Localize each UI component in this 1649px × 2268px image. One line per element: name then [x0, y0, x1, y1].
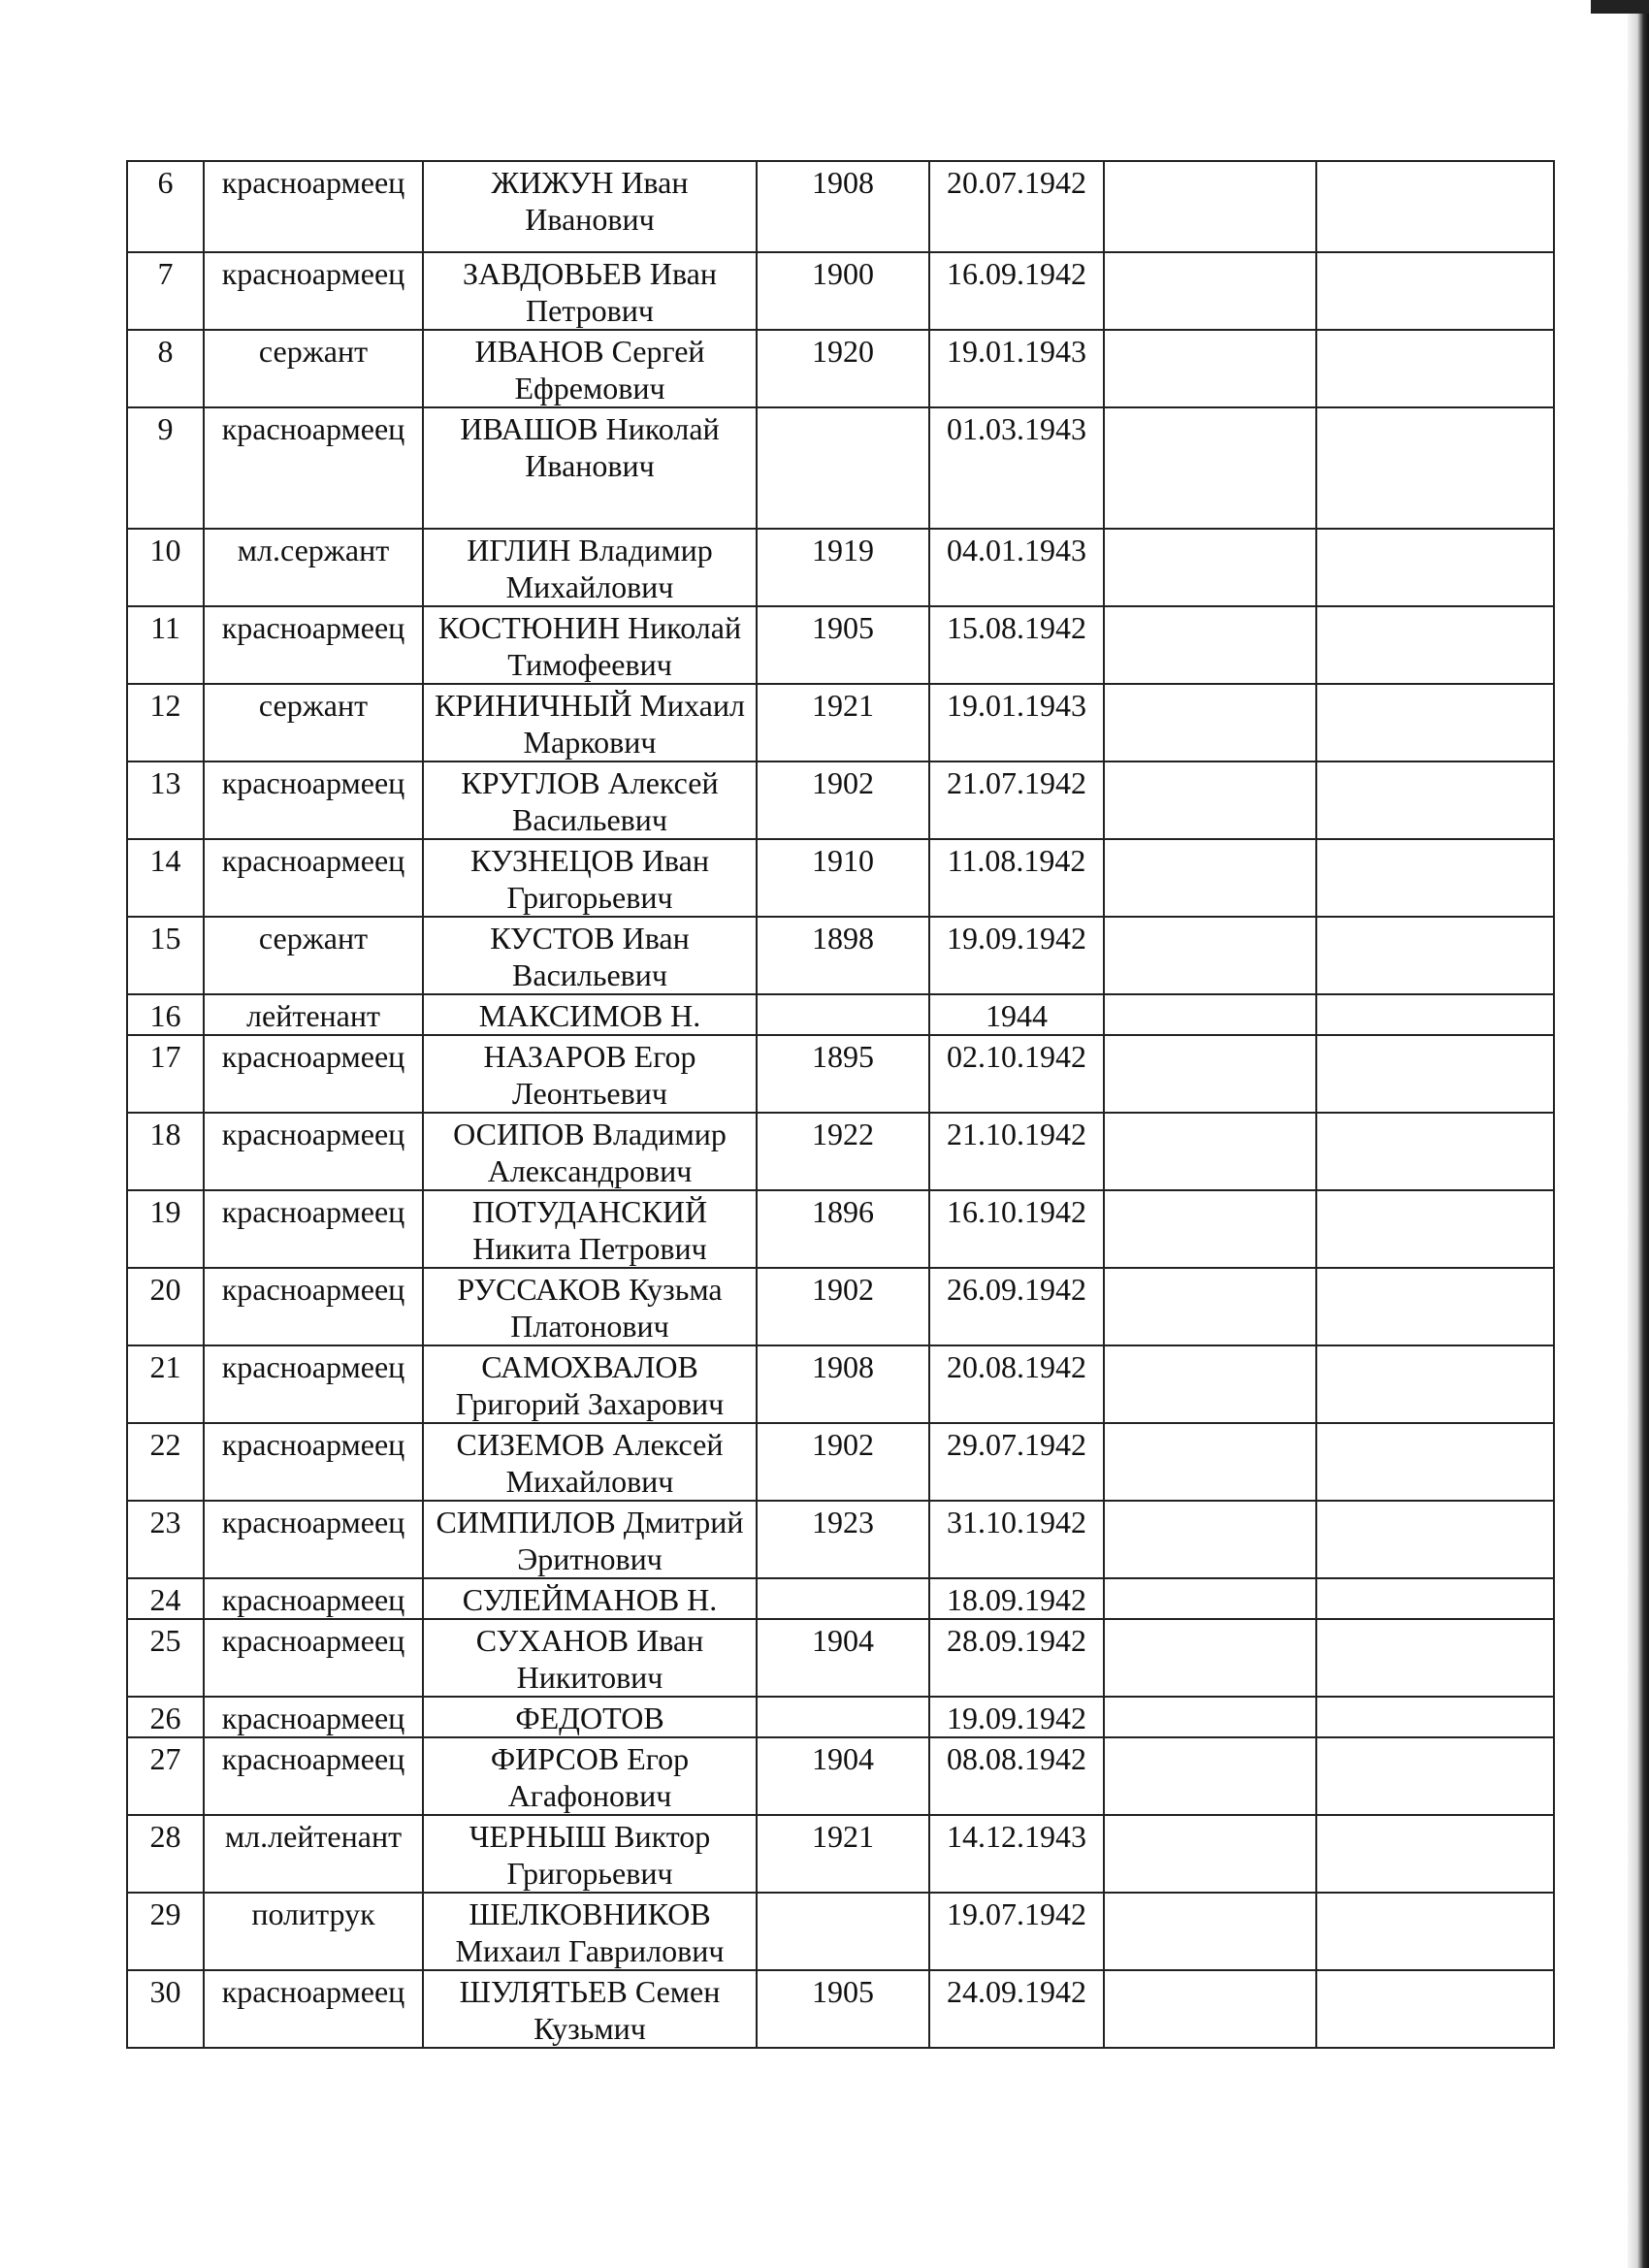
table-row — [127, 994, 1554, 1035]
name-cell: КРУГЛОВ Алексей Васильевич — [423, 761, 757, 839]
rank-cell: красноармеец — [204, 1619, 423, 1697]
birth-year-cell: 1902 — [757, 1423, 929, 1501]
empty-cell — [1104, 994, 1316, 1035]
name-cell: КУСТОВ Иван Васильевич — [423, 917, 757, 994]
name-cell: КУЗНЕЦОВ Иван Григорьевич — [423, 839, 757, 917]
death-date-cell: 21.10.1942 — [929, 1113, 1104, 1190]
table-row — [127, 1113, 1554, 1190]
birth-year-cell: 1898 — [757, 917, 929, 994]
row-number-cell: 8 — [127, 330, 204, 407]
empty-cell — [1316, 1619, 1554, 1697]
name-cell: ФИРСОВ Егор Агафонович — [423, 1737, 757, 1815]
empty-cell — [1316, 407, 1554, 529]
empty-cell — [1316, 1268, 1554, 1345]
birth-year-cell: 1923 — [757, 1501, 929, 1578]
death-date-cell: 16.10.1942 — [929, 1190, 1104, 1268]
empty-cell — [1316, 1815, 1554, 1893]
death-date-cell: 19.01.1943 — [929, 330, 1104, 407]
rank-cell: мл.сержант — [204, 529, 423, 606]
empty-cell — [1316, 1345, 1554, 1423]
empty-cell — [1104, 1737, 1316, 1815]
name-cell: САМОХВАЛОВ Григорий Захарович — [423, 1345, 757, 1423]
death-date-cell: 02.10.1942 — [929, 1035, 1104, 1113]
name-cell: СУЛЕЙМАНОВ Н. — [423, 1578, 757, 1619]
death-date-cell: 24.09.1942 — [929, 1970, 1104, 2048]
empty-cell — [1316, 1970, 1554, 2048]
birth-year-cell: 1908 — [757, 1345, 929, 1423]
name-cell: ИГЛИН Владимир Михайлович — [423, 529, 757, 606]
empty-cell — [1104, 839, 1316, 917]
empty-cell — [1104, 1035, 1316, 1113]
rank-cell: красноармеец — [204, 407, 423, 529]
birth-year-cell: 1896 — [757, 1190, 929, 1268]
row-number-cell: 7 — [127, 252, 204, 330]
row-number-cell: 15 — [127, 917, 204, 994]
birth-year-cell — [757, 1697, 929, 1737]
table-row — [127, 684, 1554, 761]
table-row — [127, 917, 1554, 994]
empty-cell — [1104, 1970, 1316, 2048]
death-date-cell: 01.03.1943 — [929, 407, 1104, 529]
death-date-cell: 14.12.1943 — [929, 1815, 1104, 1893]
death-date-cell: 26.09.1942 — [929, 1268, 1104, 1345]
row-number-cell: 19 — [127, 1190, 204, 1268]
row-number-cell: 14 — [127, 839, 204, 917]
empty-cell — [1316, 917, 1554, 994]
empty-cell — [1104, 330, 1316, 407]
rank-cell: лейтенант — [204, 994, 423, 1035]
empty-cell — [1104, 606, 1316, 684]
birth-year-cell — [757, 407, 929, 529]
empty-cell — [1316, 252, 1554, 330]
death-date-cell: 15.08.1942 — [929, 606, 1104, 684]
empty-cell — [1104, 1113, 1316, 1190]
empty-cell — [1316, 1423, 1554, 1501]
rank-cell: сержант — [204, 917, 423, 994]
empty-cell — [1104, 1345, 1316, 1423]
rank-cell: красноармеец — [204, 1578, 423, 1619]
table-row — [127, 1737, 1554, 1815]
rank-cell: красноармеец — [204, 1697, 423, 1737]
empty-cell — [1316, 1113, 1554, 1190]
table-row — [127, 1619, 1554, 1697]
death-date-cell: 29.07.1942 — [929, 1423, 1104, 1501]
birth-year-cell: 1905 — [757, 1970, 929, 2048]
name-cell: ЧЕРНЫШ Виктор Григорьевич — [423, 1815, 757, 1893]
rank-cell: красноармеец — [204, 761, 423, 839]
empty-cell — [1104, 1815, 1316, 1893]
empty-cell — [1316, 1697, 1554, 1737]
row-number-cell: 16 — [127, 994, 204, 1035]
birth-year-cell: 1900 — [757, 252, 929, 330]
row-number-cell: 21 — [127, 1345, 204, 1423]
name-cell: ОСИПОВ Владимир Александрович — [423, 1113, 757, 1190]
table-row — [127, 330, 1554, 407]
rank-cell: красноармеец — [204, 839, 423, 917]
birth-year-cell — [757, 1578, 929, 1619]
name-cell: ИВАНОВ Сергей Ефремович — [423, 330, 757, 407]
birth-year-cell: 1905 — [757, 606, 929, 684]
name-cell: КОСТЮНИН Николай Тимофеевич — [423, 606, 757, 684]
table-row — [127, 1815, 1554, 1893]
death-date-cell: 18.09.1942 — [929, 1578, 1104, 1619]
empty-cell — [1104, 1423, 1316, 1501]
birth-year-cell: 1910 — [757, 839, 929, 917]
row-number-cell: 29 — [127, 1893, 204, 1970]
name-cell: ШЕЛКОВНИКОВ Михаил Гаврилович — [423, 1893, 757, 1970]
empty-cell — [1316, 161, 1554, 252]
empty-cell — [1104, 761, 1316, 839]
row-number-cell: 20 — [127, 1268, 204, 1345]
table-body — [127, 161, 1554, 2048]
table-row — [127, 407, 1554, 529]
death-date-cell: 04.01.1943 — [929, 529, 1104, 606]
death-date-cell: 20.07.1942 — [929, 161, 1104, 252]
rank-cell: красноармеец — [204, 606, 423, 684]
table-row — [127, 839, 1554, 917]
row-number-cell: 28 — [127, 1815, 204, 1893]
table-row — [127, 1578, 1554, 1619]
rank-cell: красноармеец — [204, 1190, 423, 1268]
table-row — [127, 606, 1554, 684]
birth-year-cell: 1921 — [757, 1815, 929, 1893]
empty-cell — [1316, 1737, 1554, 1815]
empty-cell — [1316, 1035, 1554, 1113]
table-row — [127, 1035, 1554, 1113]
death-date-cell: 20.08.1942 — [929, 1345, 1104, 1423]
death-date-cell: 19.01.1943 — [929, 684, 1104, 761]
empty-cell — [1104, 1578, 1316, 1619]
scan-shadow-corner — [1591, 0, 1649, 14]
empty-cell — [1316, 1578, 1554, 1619]
rank-cell: красноармеец — [204, 1035, 423, 1113]
empty-cell — [1104, 917, 1316, 994]
table-row — [127, 161, 1554, 252]
name-cell: МАКСИМОВ Н. — [423, 994, 757, 1035]
table-row — [127, 252, 1554, 330]
table-row — [127, 761, 1554, 839]
name-cell: СУХАНОВ Иван Никитович — [423, 1619, 757, 1697]
empty-cell — [1104, 1268, 1316, 1345]
rank-cell: мл.лейтенант — [204, 1815, 423, 1893]
row-number-cell: 6 — [127, 161, 204, 252]
birth-year-cell: 1904 — [757, 1737, 929, 1815]
birth-year-cell — [757, 994, 929, 1035]
table-row — [127, 1268, 1554, 1345]
death-date-cell: 1944 — [929, 994, 1104, 1035]
name-cell: ШУЛЯТЬЕВ Семен Кузьмич — [423, 1970, 757, 2048]
name-cell: СИМПИЛОВ Дмитрий Эритнович — [423, 1501, 757, 1578]
casualty-table — [126, 160, 1555, 2049]
table-row — [127, 1345, 1554, 1423]
row-number-cell: 25 — [127, 1619, 204, 1697]
row-number-cell: 27 — [127, 1737, 204, 1815]
empty-cell — [1316, 684, 1554, 761]
name-cell: КРИНИЧНЫЙ Михаил Маркович — [423, 684, 757, 761]
empty-cell — [1316, 1190, 1554, 1268]
rank-cell: красноармеец — [204, 1423, 423, 1501]
empty-cell — [1316, 1893, 1554, 1970]
name-cell: ПОТУДАНСКИЙ Никита Петрович — [423, 1190, 757, 1268]
death-date-cell: 19.09.1942 — [929, 1697, 1104, 1737]
birth-year-cell — [757, 1893, 929, 1970]
row-number-cell: 24 — [127, 1578, 204, 1619]
birth-year-cell: 1919 — [757, 529, 929, 606]
table-row — [127, 1893, 1554, 1970]
birth-year-cell: 1920 — [757, 330, 929, 407]
empty-cell — [1104, 1619, 1316, 1697]
table-row — [127, 1190, 1554, 1268]
row-number-cell: 30 — [127, 1970, 204, 2048]
empty-cell — [1316, 606, 1554, 684]
rank-cell: красноармеец — [204, 1501, 423, 1578]
birth-year-cell: 1902 — [757, 761, 929, 839]
birth-year-cell: 1921 — [757, 684, 929, 761]
row-number-cell: 9 — [127, 407, 204, 529]
death-date-cell: 28.09.1942 — [929, 1619, 1104, 1697]
empty-cell — [1104, 684, 1316, 761]
row-number-cell: 26 — [127, 1697, 204, 1737]
rank-cell: сержант — [204, 684, 423, 761]
death-date-cell: 31.10.1942 — [929, 1501, 1104, 1578]
name-cell: ЗАВДОВЬЕВ Иван Петрович — [423, 252, 757, 330]
table-row — [127, 1697, 1554, 1737]
empty-cell — [1104, 1501, 1316, 1578]
birth-year-cell: 1904 — [757, 1619, 929, 1697]
scan-shadow-edge — [1628, 0, 1649, 2268]
empty-cell — [1316, 839, 1554, 917]
empty-cell — [1104, 407, 1316, 529]
rank-cell: красноармеец — [204, 252, 423, 330]
death-date-cell: 19.07.1942 — [929, 1893, 1104, 1970]
row-number-cell: 18 — [127, 1113, 204, 1190]
row-number-cell: 22 — [127, 1423, 204, 1501]
empty-cell — [1104, 1893, 1316, 1970]
empty-cell — [1104, 1190, 1316, 1268]
row-number-cell: 13 — [127, 761, 204, 839]
name-cell: РУССАКОВ Кузьма Платонович — [423, 1268, 757, 1345]
birth-year-cell: 1922 — [757, 1113, 929, 1190]
empty-cell — [1104, 529, 1316, 606]
empty-cell — [1104, 1697, 1316, 1737]
death-date-cell: 08.08.1942 — [929, 1737, 1104, 1815]
rank-cell: красноармеец — [204, 1345, 423, 1423]
death-date-cell: 19.09.1942 — [929, 917, 1104, 994]
birth-year-cell: 1895 — [757, 1035, 929, 1113]
name-cell: ИВАШОВ Николай Иванович — [423, 407, 757, 529]
death-date-cell: 11.08.1942 — [929, 839, 1104, 917]
rank-cell: красноармеец — [204, 1268, 423, 1345]
empty-cell — [1316, 330, 1554, 407]
name-cell: ФЕДОТОВ — [423, 1697, 757, 1737]
rank-cell: красноармеец — [204, 1970, 423, 2048]
death-date-cell: 21.07.1942 — [929, 761, 1104, 839]
name-cell: НАЗАРОВ Егор Леонтьевич — [423, 1035, 757, 1113]
row-number-cell: 10 — [127, 529, 204, 606]
rank-cell: сержант — [204, 330, 423, 407]
row-number-cell: 12 — [127, 684, 204, 761]
empty-cell — [1316, 1501, 1554, 1578]
birth-year-cell: 1908 — [757, 161, 929, 252]
name-cell: ЖИЖУН Иван Иванович — [423, 161, 757, 252]
table-row — [127, 1423, 1554, 1501]
rank-cell: красноармеец — [204, 1113, 423, 1190]
rank-cell: красноармеец — [204, 161, 423, 252]
row-number-cell: 17 — [127, 1035, 204, 1113]
row-number-cell: 23 — [127, 1501, 204, 1578]
row-number-cell: 11 — [127, 606, 204, 684]
rank-cell: политрук — [204, 1893, 423, 1970]
empty-cell — [1104, 252, 1316, 330]
table-row — [127, 1501, 1554, 1578]
empty-cell — [1316, 761, 1554, 839]
empty-cell — [1316, 529, 1554, 606]
table-row — [127, 529, 1554, 606]
empty-cell — [1316, 994, 1554, 1035]
table-row — [127, 1970, 1554, 2048]
empty-cell — [1104, 161, 1316, 252]
casualty-list — [126, 160, 1553, 2049]
birth-year-cell: 1902 — [757, 1268, 929, 1345]
rank-cell: красноармеец — [204, 1737, 423, 1815]
death-date-cell: 16.09.1942 — [929, 252, 1104, 330]
name-cell: СИЗЕМОВ Алексей Михайлович — [423, 1423, 757, 1501]
